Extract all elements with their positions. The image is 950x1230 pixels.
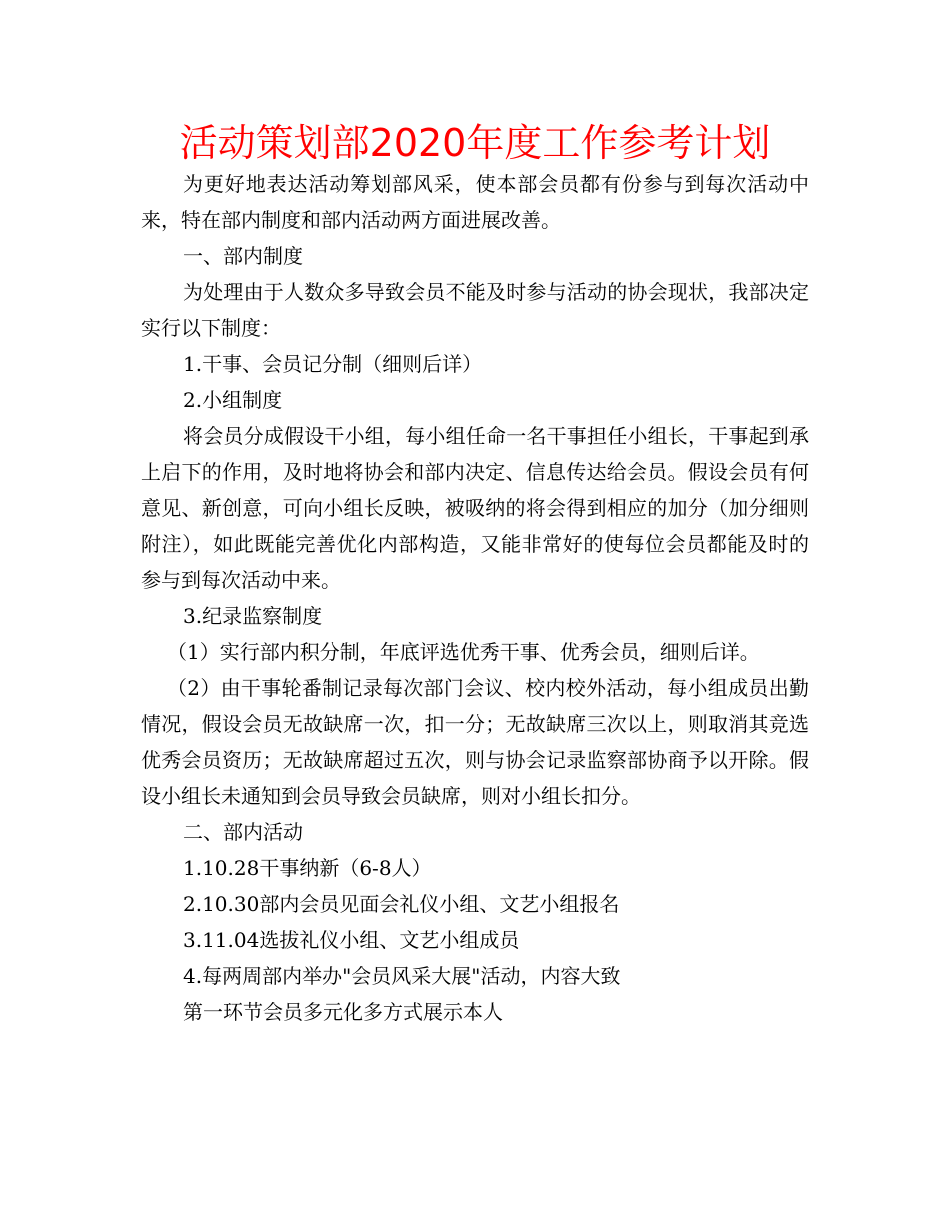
record-rule-2: （2）由干事轮番制记录每次部门会议、校内校外活动，每小组成员出勤情况，假设会员无故缺席一次，扣一分；无故缺席三次以上，则取消其竞选优秀会员资历；无故缺席超过五次，则与协会记录监察部协商予以开除。假设小组长未通知到会员导致会员缺席，则对小组长扣分。 [141,676,809,808]
rules-intro-paragraph: 为处理由于人数众多导致会员不能及时参与活动的协会现状，我部决定实行以下制度： [141,280,809,340]
document-body [141,166,809,1030]
intro-paragraph: 为更好地表达活动筹划部风采，使本部会员都有份参与到每次活动中来，特在部内制度和部内活动两方面进展改善。 [141,172,809,232]
activity-item-4: 4.每两周部内举办"会员风采大展"活动，内容大致 [183,964,621,988]
section-heading-internal-activities: 二、部内活动 [183,820,303,844]
activity-item-2: 2.10.30部内会员见面会礼仪小组、文艺小组报名 [183,892,620,916]
group-system-paragraph: 将会员分成假设干小组，每小组任命一名干事担任小组长，干事起到承上启下的作用，及时地将协会和部内决定、信息传达给会员。假设会员有何意见、新创意，可向小组长反映，被吸纳的将会得到相应的加分（加分细则附注），如此既能完善优化内部构造，又能非常好的使每位会员都能及时的参与到每次活动中来。 [141,424,809,592]
rule-item-scoring: 1.干事、会员记分制（细则后详） [183,352,483,376]
activity-item-4-detail: 第一环节会员多元化多方式展示本人 [183,1000,503,1024]
activity-item-1: 1.10.28干事纳新（6-8人） [183,856,432,880]
rule-item-record-supervision: 3.纪录监察制度 [183,604,323,628]
record-rule-1: （1）实行部内积分制，年底评选优秀干事、优秀会员，细则后详。 [167,640,760,664]
activity-item-3: 3.11.04选拔礼仪小组、文艺小组成员 [183,928,520,952]
document-title: 活动策划部2020年度工作参考计划 [179,121,771,165]
section-heading-internal-rules: 一、部内制度 [183,244,303,268]
rule-item-group-system: 2.小组制度 [183,388,283,412]
